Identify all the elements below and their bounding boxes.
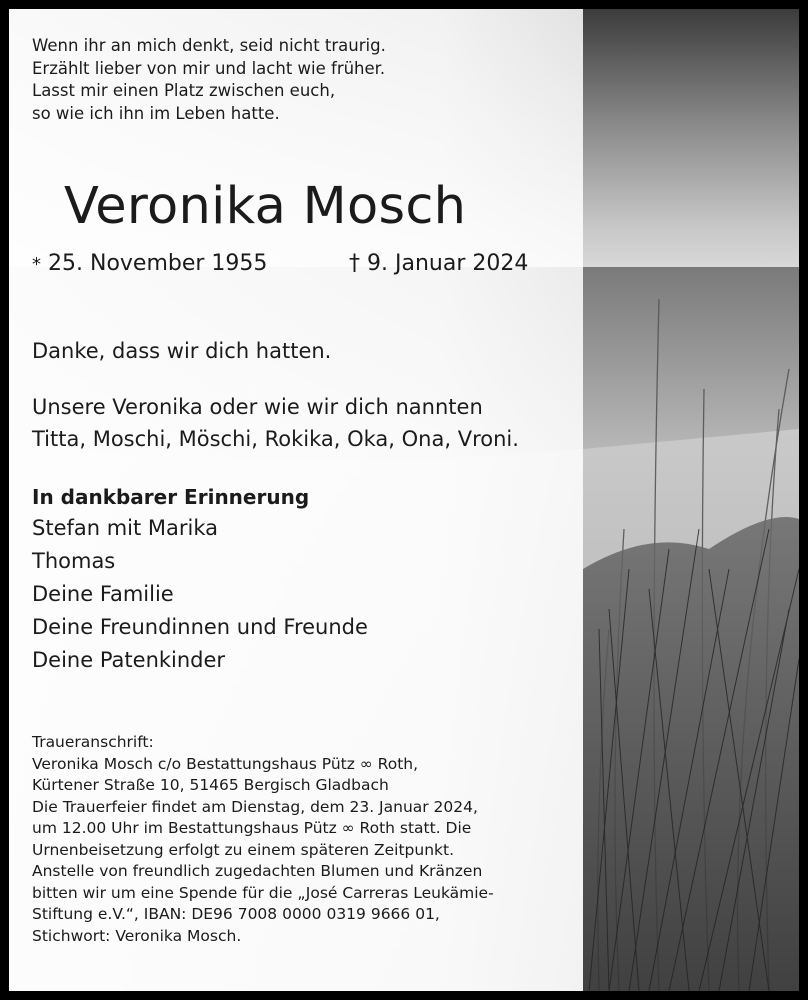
mourner: Stefan mit Marika [32, 516, 219, 540]
notice-line: Traueranschrift: [32, 733, 154, 751]
death-date [349, 249, 528, 279]
notice-line: bitten wir um eine Spende für die „José Carreras Leukämie- [32, 883, 494, 902]
notice-line: Die Trauerfeier findet am Dienstag, dem 23. Januar 2024, [32, 797, 478, 816]
memory-heading: In dankbarer Erinnerung [32, 485, 310, 509]
notice-line: Urnenbeisetzung erfolgt zu einem späteren Zeitpunkt. [32, 840, 455, 859]
notice-line: Veronika Mosch c/o Bestattungshaus Pütz ∞ Roth, [32, 754, 419, 773]
thanks-line: Danke, dass wir dich hatten. [32, 339, 332, 363]
poem-line: Wenn ihr an mich denkt, seid nicht traurig. [32, 36, 386, 55]
notice-line: Anstelle von freundlich zugedachten Blumen und Kränzen [32, 862, 483, 880]
poem-line: Erzählt lieber von mir und lacht wie früher. [32, 58, 386, 78]
death-date-text: 9. Januar 2024 [367, 251, 529, 276]
mourner: Thomas [32, 549, 116, 573]
notice-line: Stiftung e.V.“, IBAN: DE96 7008 0000 0319 9666 01, [32, 905, 440, 923]
nickname-line: Titta, Moschi, Möschi, Rokika, Oka, Ona, Vroni. [32, 427, 519, 451]
mourner: Deine Familie [32, 582, 174, 606]
mourner: Deine Patenkinder [32, 648, 226, 672]
birth-date [32, 249, 267, 280]
notice-line: Kürtener Straße 10, 51465 Bergisch Gladbach [32, 776, 389, 794]
nickname-line: Unsere Veronika oder wie wir dich nannten [32, 395, 483, 419]
mourner: Deine Freundinnen und Freunde [32, 615, 368, 639]
notice-line: um 12.00 Uhr im Bestattungshaus Pütz ∞ Roth statt. Die [32, 819, 472, 837]
birth-date-text: 25. November 1955 [48, 251, 268, 276]
poem-line: so wie ich ihn im Leben hatte. [32, 103, 280, 123]
notice-line: Stichwort: Veronika Mosch. [32, 926, 242, 945]
deceased-name: Veronika Mosch [64, 177, 467, 236]
birth-symbol: * [32, 254, 41, 275]
poem-line: Lasst mir einen Platz zwischen euch, [32, 81, 336, 100]
funeral-notice [32, 732, 494, 947]
poem [32, 35, 386, 125]
nicknames [32, 391, 519, 455]
mourners-list [32, 512, 368, 677]
death-symbol: † [349, 251, 360, 276]
